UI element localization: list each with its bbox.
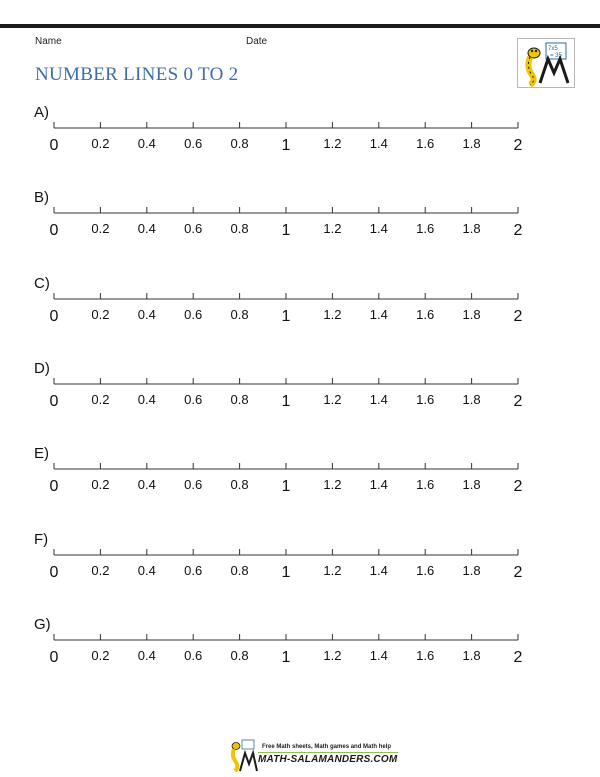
tick-label: 0.6 [184, 306, 203, 322]
tick-label: 0.8 [230, 391, 249, 407]
tick-label: 0.8 [230, 136, 249, 151]
tick-label: 1.8 [462, 562, 481, 578]
tick-label: 1.2 [323, 306, 342, 322]
tick-label: 1.6 [416, 391, 435, 407]
problem-label: B) [34, 189, 49, 207]
tick-label: 0.8 [230, 306, 249, 322]
tick-label: 0.2 [91, 562, 110, 578]
tick-label: 1 [281, 392, 291, 410]
tick-label: 0 [49, 392, 59, 410]
number-line [0, 104, 600, 174]
number-line [0, 445, 600, 515]
logo [517, 38, 575, 88]
tick-label: 1.2 [323, 391, 342, 407]
tick-label: 1.4 [369, 306, 388, 322]
tick-label: 1.2 [323, 477, 342, 493]
tick-label: 1 [281, 648, 291, 666]
tick-label: 1.4 [369, 136, 388, 151]
tick-label: 2 [513, 307, 523, 325]
tick-label: 0.4 [137, 221, 156, 237]
tick-label: 1.6 [416, 647, 435, 663]
tick-label: 1 [281, 307, 291, 325]
tick-label: 1.8 [462, 136, 481, 151]
tick-label: 0.8 [230, 477, 249, 493]
problem-label: E) [34, 445, 49, 463]
tick-label: 1 [281, 137, 291, 154]
footer-underline [258, 752, 398, 753]
tick-label: 0 [49, 307, 59, 325]
salamander-logo-icon [518, 39, 574, 87]
number-line [0, 531, 600, 601]
tick-label: 1.8 [462, 391, 481, 407]
tick-label: 0.6 [184, 391, 203, 407]
tick-label: 1.6 [416, 477, 435, 493]
tick-label: 1.6 [416, 136, 435, 151]
tick-label: 2 [513, 222, 523, 240]
tick-label: 1.2 [323, 647, 342, 663]
number-line-problem [0, 275, 600, 345]
tick-label: 0.2 [91, 136, 110, 151]
number-line [0, 275, 600, 345]
tick-label: 0.6 [184, 647, 203, 663]
tick-label: 1.4 [369, 647, 388, 663]
tick-label: 1.8 [462, 647, 481, 663]
number-line-problem [0, 104, 600, 174]
tick-label: 1.8 [462, 221, 481, 237]
problem-label: G) [34, 615, 51, 633]
tick-label: 0.4 [137, 477, 156, 493]
tick-label: 0 [49, 563, 59, 581]
tick-label: 0.2 [91, 221, 110, 237]
name-label: Name [35, 36, 62, 47]
tick-label: 0.2 [91, 477, 110, 493]
tick-label: 2 [513, 392, 523, 410]
tick-label: 1.2 [323, 221, 342, 237]
tick-label: 0.4 [137, 391, 156, 407]
logo-board-line1: 7x5 [548, 46, 558, 52]
number-line-problem [0, 445, 600, 515]
date-label: Date [246, 36, 268, 47]
tick-label: 0.2 [91, 391, 110, 407]
problem-label: C) [34, 274, 50, 292]
number-line-problem [0, 189, 600, 259]
tick-label: 0 [49, 137, 59, 154]
tick-label: 1 [281, 222, 291, 240]
footer-tagline: Free Math sheets, Math games and Math help [262, 744, 392, 750]
tick-label: 0.4 [137, 562, 156, 578]
tick-label: 1.4 [369, 477, 388, 493]
tick-label: 1.8 [462, 306, 481, 322]
tick-label: 0.6 [184, 221, 203, 237]
tick-label: 0.4 [137, 306, 156, 322]
tick-label: 0 [49, 222, 59, 240]
problem-label: F) [34, 530, 49, 548]
tick-label: 2 [513, 563, 523, 581]
number-line [0, 189, 600, 259]
tick-label: 1.6 [416, 306, 435, 322]
tick-label: 0 [49, 478, 59, 496]
page-title: NUMBER LINES 0 TO 2 [35, 64, 239, 85]
tick-label: 1.2 [323, 136, 342, 151]
number-line-problem [0, 616, 600, 686]
problem-label: A) [34, 104, 49, 121]
logo-board-line2: = 35 [550, 53, 562, 59]
tick-label: 0.8 [230, 562, 249, 578]
tick-label: 1.2 [323, 562, 342, 578]
tick-label: 0.6 [184, 562, 203, 578]
tick-label: 2 [513, 137, 523, 154]
tick-label: 0.4 [137, 647, 156, 663]
tick-label: 1.6 [416, 562, 435, 578]
number-line-problem [0, 531, 600, 601]
tick-label: 0.6 [184, 477, 203, 493]
number-line [0, 616, 600, 686]
tick-label: 1.4 [369, 562, 388, 578]
tick-label: 1.6 [416, 221, 435, 237]
tick-label: 0.4 [137, 136, 156, 151]
tick-label: 0.6 [184, 136, 203, 151]
number-line [0, 360, 600, 430]
tick-label: 0.2 [91, 647, 110, 663]
footer-site: MATH-SALAMANDERS.COM [258, 754, 398, 765]
tick-label: 2 [513, 478, 523, 496]
tick-label: 1.4 [369, 221, 388, 237]
tick-label: 1 [281, 478, 291, 496]
tick-label: 1 [281, 563, 291, 581]
tick-label: 0.8 [230, 221, 249, 237]
tick-label: 1.4 [369, 391, 388, 407]
top-rule [0, 24, 600, 28]
tick-label: 2 [513, 648, 523, 666]
footer-salamander-icon [228, 738, 258, 772]
tick-label: 0.8 [230, 647, 249, 663]
tick-label: 1.8 [462, 477, 481, 493]
tick-label: 0.2 [91, 306, 110, 322]
number-line-problem [0, 360, 600, 430]
tick-label: 0 [49, 648, 59, 666]
problem-label: D) [34, 359, 50, 377]
